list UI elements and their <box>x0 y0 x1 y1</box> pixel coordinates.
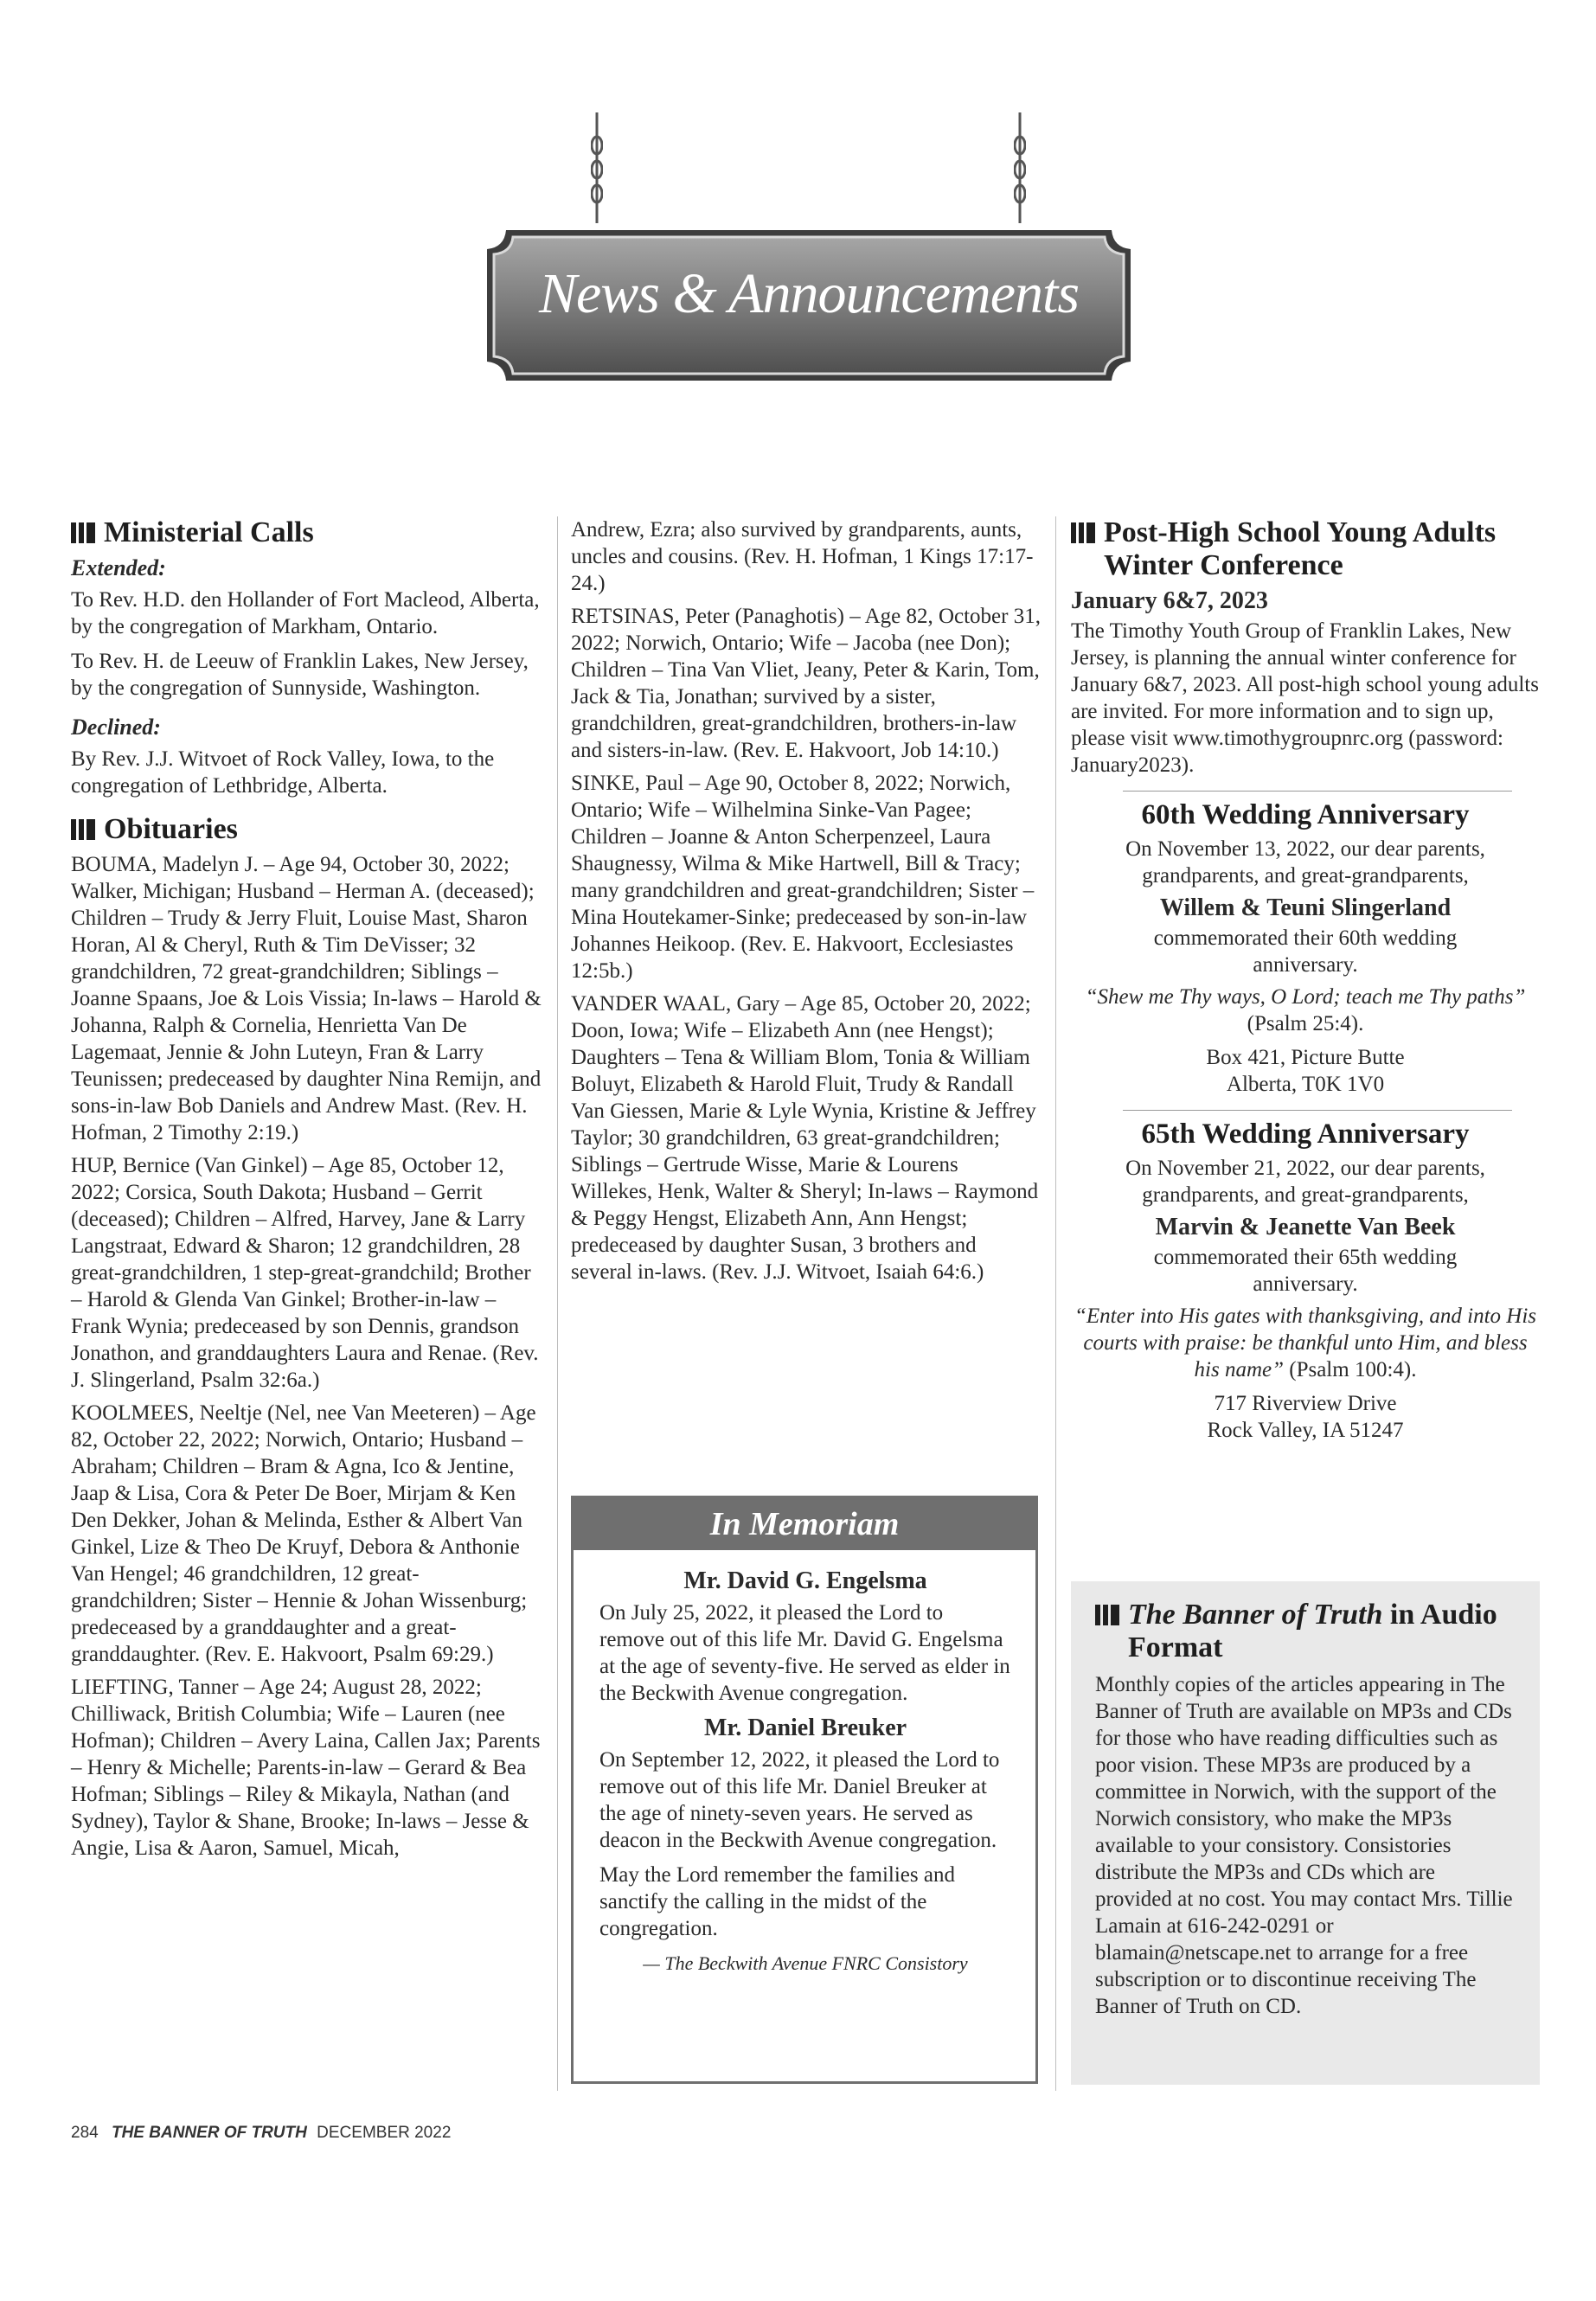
in-memoriam-title: In Memoriam <box>574 1498 1035 1550</box>
obituary-entry: BOUMA, Madelyn J. – Age 94, October 30, 2022; Walker, Michigan; Husband – Herman A. (deceased); Children – Trudy & Jerry Fluit, Louise Mast, Sharon Horan, Al & Cheryl, Ruth & Tim DeVisser; 32 grandchildren, 72 great-grandchildren; Siblings – Joanne Spaans, Joe & Lois Vissia; In-laws – Harold & Johanna, Ralph & Cornelia, Henrietta Van De Lagemaat, Jennie & John Luteyn, Fran & Larry Teunissen; predeceased by daughter Nina Remijn, and sons-in-law Bob Daniels and Andrew Mast. (Rev. H. Hofman, 2 Timothy 2:19.) <box>71 853 542 1144</box>
conference-heading: Post-High School Young Adults Winter Conference <box>1071 516 1540 582</box>
header-sign <box>480 112 1138 398</box>
issue-date: DECEMBER 2022 <box>317 2124 452 2142</box>
section-bars-icon <box>1095 1605 1119 1625</box>
obituary-entry: HUP, Bernice (Van Ginkel) – Age 85, October 12, 2022; Corsica, South Dakota; Husband – Gerrit (deceased); Children – Alfred, Harvey, Jane & Larry Langstraat, Edward & Sharon; 12 grandchildren, 28 great-grandchildren, 1 step-great-grandchild; Brother – Harold & Glenda Van Ginkel; Brother-in-law – Frank Wynia; predeceased by son Dennis, grandson Jonathon, and granddaughters Laura and Renae. (Rev. J. Slingerland, Psalm 32:6a.) <box>71 1154 539 1392</box>
extended-call: To Rev. H. de Leeuw of Franklin Lakes, New Jersey, by the congregation of Sunnyside, Washington. <box>71 650 529 700</box>
obituary-entry: LIEFTING, Tanner – Age 24; August 28, 2022; Chilliwack, British Columbia; Wife – Lauren (nee Hofman); Children – Avery Laina, Callen Jax; Parents – Henry & Michelle; Parents-in-law – Gerard & Bea Hofman; Siblings – Riley & Mikayla, Nathan (and Sydney), Taylor & Shane, Brooke; In-laws – Jesse & Angie, Lisa & Aaron, Samuel, Micah, <box>71 1676 541 1860</box>
memoriam-signature: — The Beckwith Avenue FNRC Consistory <box>643 1952 968 1974</box>
obituary-entry: RETSINAS, Peter (Panaghotis) – Age 82, October 31, 2022; Norwich, Ontario; Wife – Jacoba (nee Don); Children – Tina Van Vliet, Jeany, Peter & Karin, Tom, Jack & Tia, Jonathan; survived by a sister, grandchildren, great-grandchildren, brothers-in-law and sisters-in-law. (Rev. E. Hakvoort, Job 14:10.) <box>571 605 1041 762</box>
memoriam-closing: May the Lord remember the families and sanctify the calling in the midst of the congregation. <box>599 1863 955 1940</box>
page-title: News & Announcements <box>538 262 1080 325</box>
column-middle <box>571 516 1042 1292</box>
conference-date: January 6&7, 2023 <box>1071 587 1268 614</box>
anniversary-intro: On November 13, 2022, our dear parents, grandparents, and great-grandparents, <box>1125 837 1485 888</box>
obituaries-heading: Obituaries <box>71 813 545 846</box>
anniversary-address: 717 Riverview Drive <box>1214 1392 1397 1415</box>
anniversary-commemoration: commemorated their 60th wedding anniversary. <box>1153 926 1458 977</box>
audio-format-box <box>1071 1581 1540 2085</box>
anniversary-couple: Willem & Teuni Slingerland <box>1159 894 1452 921</box>
obituary-entry: VANDER WAAL, Gary – Age 85, October 20, 2022; Doon, Iowa; Wife – Elizabeth Ann (nee Hengst); Daughters – Tena & William Blom, Tonia & William Boluyt, Elizabeth & Harold Fluit, Trudy & Randall Van Giessen, Marie & Lyle Wynia, Kristine & Jeffrey Taylor; 30 grandchildren, 63 great-grandchildren; Siblings – Gertrude Wisse, Marie & Lourens Willekes, Henk, Walter & Sheryl; In-laws – Raymond & Peggy Hengst, Elizabeth Ann, Ann Hengst; predeceased by daughter Susan, 3 brothers and several in-laws. (Rev. J.J. Witvoet, Isaiah 64:6.) <box>571 992 1039 1284</box>
extended-call: To Rev. H.D. den Hollander of Fort Macleod, Alberta, by the congregation of Markham, Ontario. <box>71 588 540 638</box>
publication-name: THE BANNER OF TRUTH <box>111 2124 307 2142</box>
anniversary-60-title: 60th Wedding Anniversary <box>1141 799 1470 830</box>
section-bars-icon <box>71 522 95 543</box>
divider <box>1123 1110 1512 1111</box>
ministerial-calls-heading: Ministerial Calls <box>71 516 545 549</box>
anniversary-intro: On November 21, 2022, our dear parents, grandparents, and great-grandparents, <box>1125 1157 1485 1207</box>
extended-label: Extended: <box>71 555 166 580</box>
memoriam-text: On July 25, 2022, it pleased the Lord to remove out of this life Mr. David G. Engelsma at the age of seventy-five. He served as elder in the Beckwith Avenue congregation. <box>599 1601 1010 1705</box>
anniversary-couple: Marvin & Jeanette Van Beek <box>1155 1214 1456 1240</box>
anniversary-commemoration: commemorated their 65th wedding anniversary. <box>1153 1246 1458 1296</box>
anniversary-address: Rock Valley, IA 51247 <box>1207 1419 1404 1442</box>
obituary-entry: KOOLMEES, Neeltje (Nel, nee Van Meeteren) – Age 82, October 22, 2022; Norwich, Ontario; Husband – Abraham; Children – Bram & Agna, Ico & Jentine, Jaap & Lisa, Cora & Peter De Boer, Mirjam & Ken Den Dekker, Johan & Melinda, Esther & Albert Van Ginkel, Lize & Theo De Kruyf, Debora & Anthonie Van Hengel; 46 grandchildren, 12 great-grandchildren; Sister – Hennie & Johan Wissenburg; predeceased by a granddaughter and a great-granddaughter. (Rev. E. Hakvoort, Psalm 69:29.) <box>71 1401 536 1666</box>
audio-format-text: Monthly copies of the articles appearing in The Banner of Truth are available on MP3s and CDs for those who have reading difficulties such as poor vision. These MP3s are produced by a committee in Norwich, with the support of the Norwich consistory, who make the MP3s available to your consistory. Consistories distribute the MP3s and CDs which are provided at no cost. You may contact Mrs. Tillie Lamain at 616-242-0291 or blamain@netscape.net to arrange for a free subscription or to discontinue receiving The Banner of Truth on CD. <box>1095 1673 1513 2018</box>
page-footer <box>71 2124 451 2143</box>
anniversary-address: Alberta, T0K 1V0 <box>1226 1073 1385 1096</box>
column-divider <box>1055 516 1056 2091</box>
anniversary-verse: “Enter into His gates with thanksgiving, and into His courts with praise: be thankful unto Him, and bless his name” (Psalm 100:4). <box>1074 1304 1537 1381</box>
divider <box>1123 791 1512 792</box>
obituary-entry: SINKE, Paul – Age 90, October 8, 2022; Norwich, Ontario; Wife – Wilhelmina Sinke-Van Pagee; Children – Joanne & Anton Scherpenzeel, Laura Shaugnessy, Wilma & Mike Hartwell, Bill & Tracy; many grandchildren and great-grandchildren; Sister – Mina Houtekamer-Sinke; predeceased by son-in-law Johannes Heikoop. (Rev. E. Hakvoort, Ecclesiastes 12:5b.) <box>571 772 1035 983</box>
anniversary-address: Box 421, Picture Butte <box>1206 1046 1405 1069</box>
column-divider <box>557 516 558 2091</box>
chain-right <box>1014 112 1026 223</box>
obituary-entry: Andrew, Ezra; also survived by grandparents, aunts, uncles and cousins. (Rev. H. Hofman, 1 Kings 17:17-24.) <box>571 518 1034 595</box>
memoriam-text: On September 12, 2022, it pleased the Lord to remove out of this life Mr. Daniel Breuker at the age of ninety-seven years. He served as deacon in the Beckwith Avenue congregation. <box>599 1748 1000 1852</box>
page-number: 284 <box>71 2124 99 2142</box>
declined-label: Declined: <box>71 715 161 740</box>
anniversary-65-title: 65th Wedding Anniversary <box>1141 1118 1470 1150</box>
memoriam-name: Mr. David G. Engelsma <box>683 1567 927 1594</box>
section-bars-icon <box>1071 522 1095 543</box>
chain-left <box>591 112 603 223</box>
column-left <box>71 516 545 1868</box>
conference-text: The Timothy Youth Group of Franklin Lakes, New Jersey, is planning the annual winter conference for January 6&7, 2023. All post-high school young adults are invited. For more information and to sign up, please visit www.timothygroupnrc.org (password: January2023). <box>1071 619 1539 777</box>
section-bars-icon <box>71 819 95 840</box>
memoriam-name: Mr. Daniel Breuker <box>703 1715 907 1741</box>
declined-call: By Rev. J.J. Witvoet of Rock Valley, Iowa, to the congregation of Lethbridge, Alberta. <box>71 747 495 798</box>
audio-format-heading: The Banner of Truth in Audio Format <box>1095 1599 1516 1664</box>
in-memoriam-box <box>571 1496 1038 2084</box>
column-right <box>1071 516 1540 1444</box>
anniversary-verse: “Shew me Thy ways, O Lord; teach me Thy paths” (Psalm 25:4). <box>1085 985 1526 1035</box>
